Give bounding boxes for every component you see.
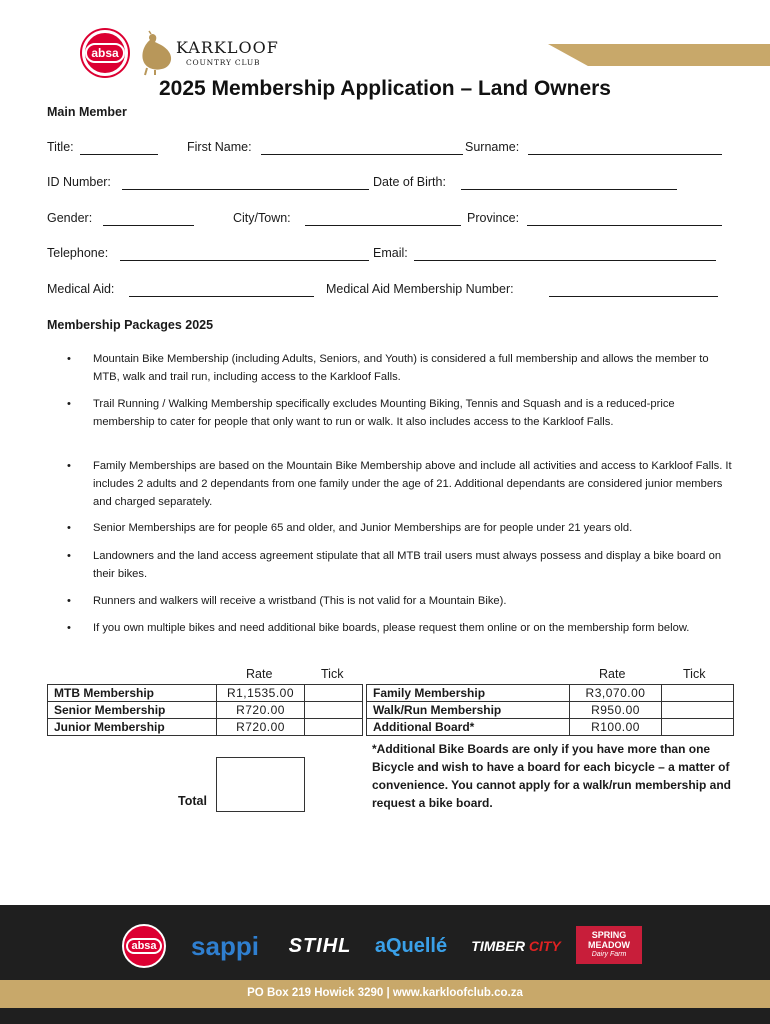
row-id [47,175,722,191]
junior-membership-tick[interactable] [304,718,363,736]
medical-aid-number-field[interactable] [549,296,718,297]
rate-header-left: Rate [246,667,273,681]
telephone-label: Telephone: [47,246,109,260]
aquelle-sponsor-logo: aQuellé [374,934,448,957]
id-number-label: ID Number: [47,175,111,189]
junior-membership-rate: R720.00 [216,718,305,736]
mtb-membership-label: MTB Membership [47,684,217,702]
additional-board-label: Additional Board* [366,718,570,736]
row-name [47,140,722,156]
first-name-label: First Name: [187,140,252,154]
absa-sponsor-logo: absa [122,924,166,968]
tick-header-left: Tick [321,667,344,681]
walk-run-membership-rate: R950.00 [569,701,662,719]
medical-aid-field[interactable] [129,296,314,297]
first-name-field[interactable] [261,154,463,155]
absa-logo-text: absa [85,43,124,63]
surname-label: Surname: [465,140,520,154]
email-label: Email: [373,246,408,260]
title-label: Title: [47,140,74,154]
footer-address: PO Box 219 Howick 3290 | www.karkloofclub.co.za [247,987,523,999]
province-field[interactable] [527,225,722,226]
timber-city-sponsor-logo: TIMBER CITY [471,938,561,954]
guineafowl-logo-icon [135,30,175,76]
medical-aid-label: Medical Aid: [47,282,115,296]
senior-membership-rate: R720.00 [216,701,305,719]
dob-label: Date of Birth: [373,175,446,189]
dob-field[interactable] [461,189,677,190]
junior-membership-label: Junior Membership [47,718,217,736]
family-membership-label: Family Membership [366,684,570,702]
medical-aid-number-label: Medical Aid Membership Number: [326,282,514,296]
city-field[interactable] [305,225,461,226]
row-contact [47,246,722,262]
senior-membership-tick[interactable] [304,701,363,719]
row-medical [47,282,722,298]
province-label: Province: [467,211,520,225]
walk-run-membership-label: Walk/Run Membership [366,701,570,719]
header-accent-bar [548,44,770,66]
absa-logo [82,30,128,76]
page-title: 2025 Membership Application – Land Owners [158,77,611,100]
gender-field[interactable] [103,225,194,226]
spring-meadow-sponsor-logo: SPRING MEADOW Dairy Farm [576,926,642,964]
stihl-sponsor-logo: STIHL [288,934,352,957]
gender-label: Gender: [47,211,93,225]
surname-field[interactable] [528,154,722,155]
title-field[interactable] [80,154,158,155]
total-label: Total [178,794,207,808]
walk-run-membership-tick[interactable] [661,701,734,719]
senior-membership-label: Senior Membership [47,701,217,719]
additional-board-note: *Additional Bike Boards are only if you have more than one Bicycle and wish to have a board for each bicycle – a matter of convenience. You cannot apply for a walk/run membership and request a bike board. [372,742,731,810]
telephone-field[interactable] [120,260,369,261]
main-member-heading: Main Member [47,105,127,119]
family-membership-rate: R3,070.00 [569,684,662,702]
rate-header-right: Rate [599,667,626,681]
email-field[interactable] [414,260,716,261]
additional-board-rate: R100.00 [569,718,662,736]
club-subtitle: COUNTRY CLUB [186,58,261,67]
city-label: City/Town: [233,211,291,225]
total-field[interactable] [216,757,305,812]
club-name: KARKLOOF [176,38,279,57]
family-membership-tick[interactable] [661,684,734,702]
mtb-membership-tick[interactable] [304,684,363,702]
sappi-sponsor-logo: sappi [191,930,259,961]
mtb-membership-rate: R1,1535.00 [216,684,305,702]
row-location [47,211,722,227]
additional-board-tick[interactable] [661,718,734,736]
packages-heading: Membership Packages 2025 [47,318,214,332]
tick-header-right: Tick [683,667,706,681]
id-number-field[interactable] [122,189,369,190]
